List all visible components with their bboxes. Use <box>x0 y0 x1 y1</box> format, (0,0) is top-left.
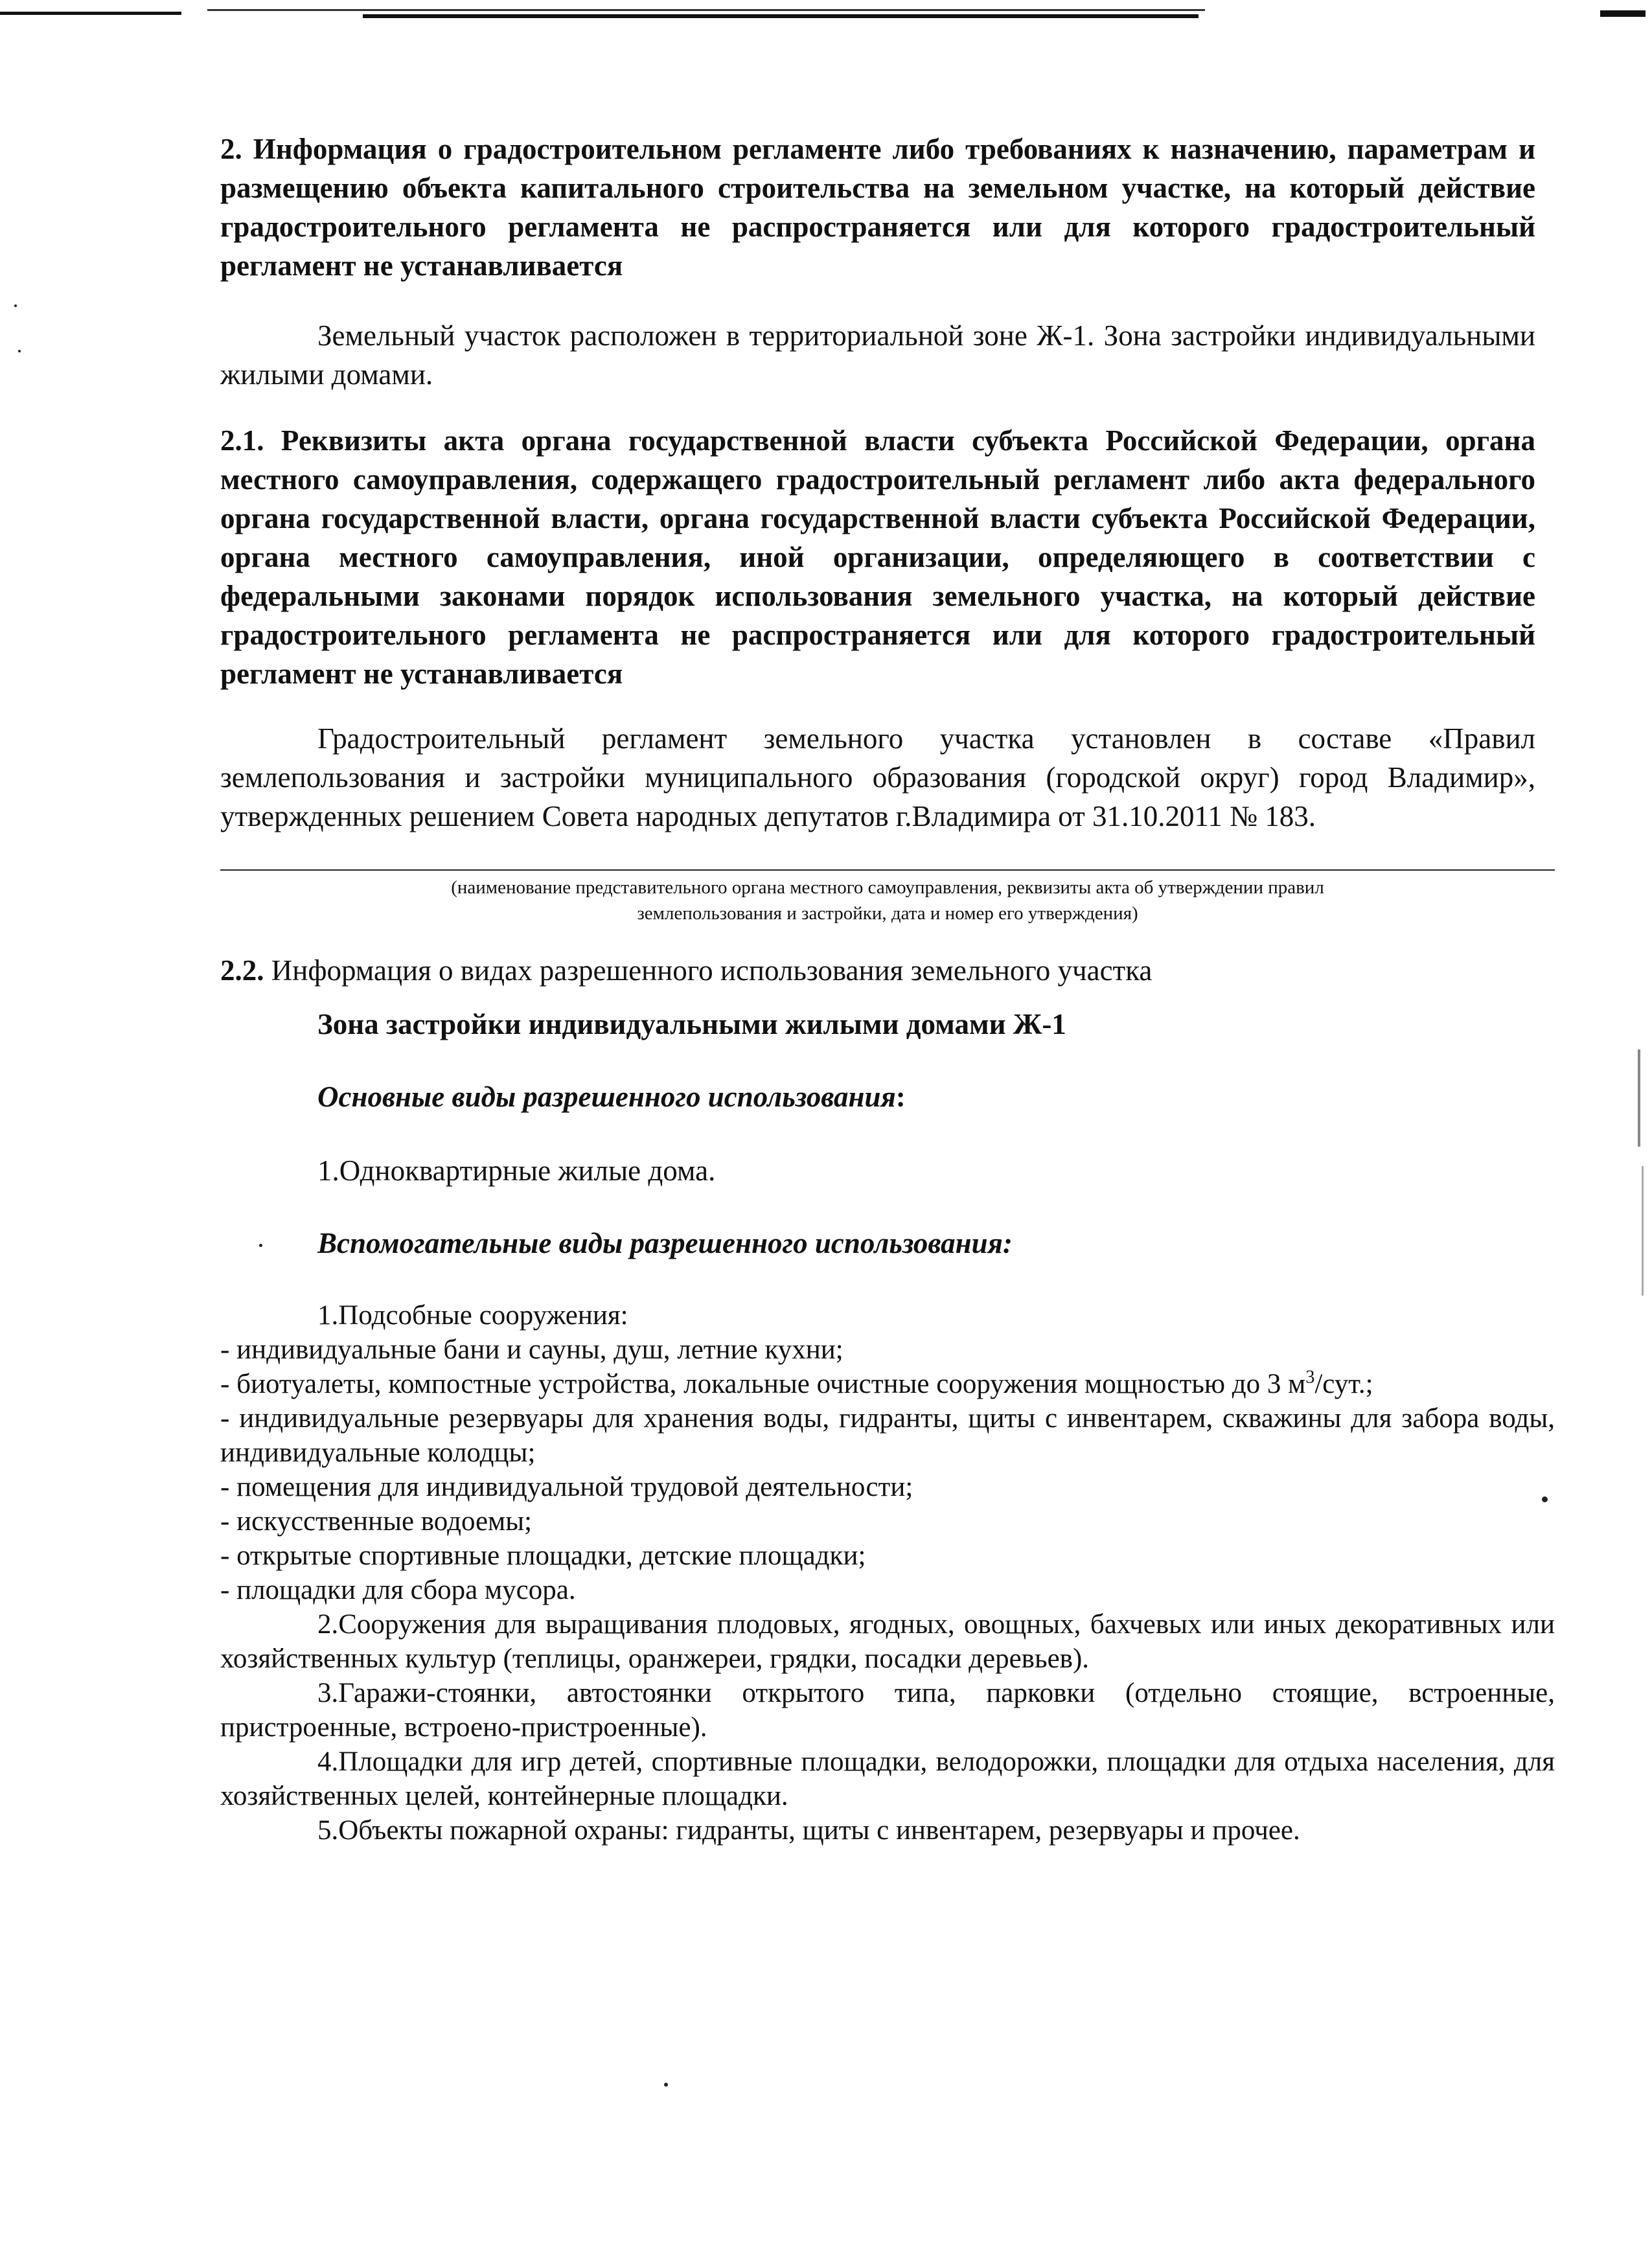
list-item: - индивидуальные бани и сауны, душ, летние кухни; <box>220 1334 843 1365</box>
note-line: (наименование представительного органа местного самоуправления, реквизиты акта об утверждении правил <box>451 877 1324 898</box>
main-uses-colon: : <box>895 1081 906 1113</box>
list-item: - индивидуальные резервуары для хранения воды, гидранты, щиты с инвентарем, скважины для забора воды, индивидуальные колодцы; <box>220 1403 1555 1468</box>
scan-speck <box>664 2083 668 2087</box>
list-item: - площадки для сбора мусора. <box>220 1575 576 1605</box>
aux-uses-list <box>220 1298 1555 1848</box>
scan-speck <box>1542 1496 1548 1502</box>
scan-speck <box>14 304 17 307</box>
aux-uses-title: Вспомогательные виды разрешенного использования: <box>317 1227 1013 1259</box>
scan-edge-line <box>1600 10 1646 17</box>
scan-speck <box>18 350 21 352</box>
main-uses-title <box>317 1080 906 1114</box>
superscript: 3 <box>1305 1367 1315 1388</box>
aux-item-4: 4.Площадки для игр детей, спортивные площадки, велодорожки, площадки для отдыха населения, для хозяйственных целей, контейнерные площадки. <box>220 1747 1555 1811</box>
section-2-text: Земельный участок расположен в территориальной зоне Ж-1. Зона застройки индивидуальными жилыми домами. <box>220 319 1535 391</box>
list-item: - помещения для индивидуальной трудовой деятельности; <box>220 1472 913 1502</box>
aux-item-5: 5.Объекты пожарной охраны: гидранты, щиты с инвентарем, резервуары и прочее. <box>317 1815 1300 1846</box>
aux-item-2: 2.Сооружения для выращивания плодовых, ягодных, овощных, бахчевых или иных декоративных или хозяйственных культур (теплицы, оранжереи, грядки, посадки деревьев). <box>220 1609 1555 1674</box>
note-line: землепользования и застройки, дата и номер его утверждения) <box>637 903 1138 924</box>
section-2-2-heading <box>220 951 1535 990</box>
scan-edge-line <box>1638 1049 1640 1147</box>
scan-edge-line <box>1642 1166 1644 1296</box>
section-2-1-heading: 2.1. Реквизиты акта органа государственной власти субъекта Российской Федерации, органа местного самоуправления, содержащего градостроительный регламент либо акта федерального органа государственной власти, органа государственной власти субъекта Российской Федерации, органа местного самоуправления, иной организации, определяющего в соответствии с федеральными законами порядок использования земельного участка, на который действие градостроительного регламента не распространяется или для которого градостроительный регламент не устанавливается <box>220 424 1535 690</box>
scan-edge-line <box>363 14 1199 18</box>
scan-edge-line <box>207 9 1205 11</box>
list-item <box>220 1367 1555 1401</box>
scan-speck <box>259 1244 262 1247</box>
aux-item-3: 3.Гаражи-стоянки, автостоянки открытого типа, парковки (отдельно стоящие, встроенные, пристроенные, встроено-пристроенные). <box>220 1678 1555 1743</box>
list-item: - искусственные водоемы; <box>220 1506 533 1537</box>
main-uses-title-text: Основные виды разрешенного использования <box>317 1081 896 1113</box>
list-item: - открытые спортивные площадки, детские площадки; <box>220 1541 866 1571</box>
zone-title: Зона застройки индивидуальными жилыми домами Ж-1 <box>317 1008 1066 1040</box>
section-2-2-number: 2.2. <box>220 954 264 987</box>
main-uses-item: 1.Одноквартирные жилые дома. <box>317 1154 716 1187</box>
section-2-1-text: Градостроительный регламент земельного участка установлен в составе «Правил землепользования и застройки муниципального образования (городской округ) город Владимир», утвержденных решением Совета народных депутатов г.Владимира от 31.10.2011 № 183. <box>220 722 1535 832</box>
section-2-heading: 2. Информация о градостроительном регламенте либо требованиях к назначению, параметрам и размещению объекта капитального строительства на земельном участке, на который действие градостроительного регламента не распространяется или для которого градостроительный регламент не устанавливается <box>220 133 1535 282</box>
list-item-text: - биотуалеты, компостные устройства, локальные очистные сооружения мощностью до 3 м <box>220 1369 1306 1399</box>
list-item-tail: /сут.; <box>1314 1369 1373 1399</box>
scan-edge-line <box>0 12 181 15</box>
aux-item-1-title: 1.Подсобные сооружения: <box>317 1300 628 1331</box>
section-2-2-heading-text: Информация о видах разрешенного использования земельного участка <box>264 954 1153 987</box>
section-2-1-note <box>220 875 1555 926</box>
fill-in-underline <box>220 869 1555 871</box>
